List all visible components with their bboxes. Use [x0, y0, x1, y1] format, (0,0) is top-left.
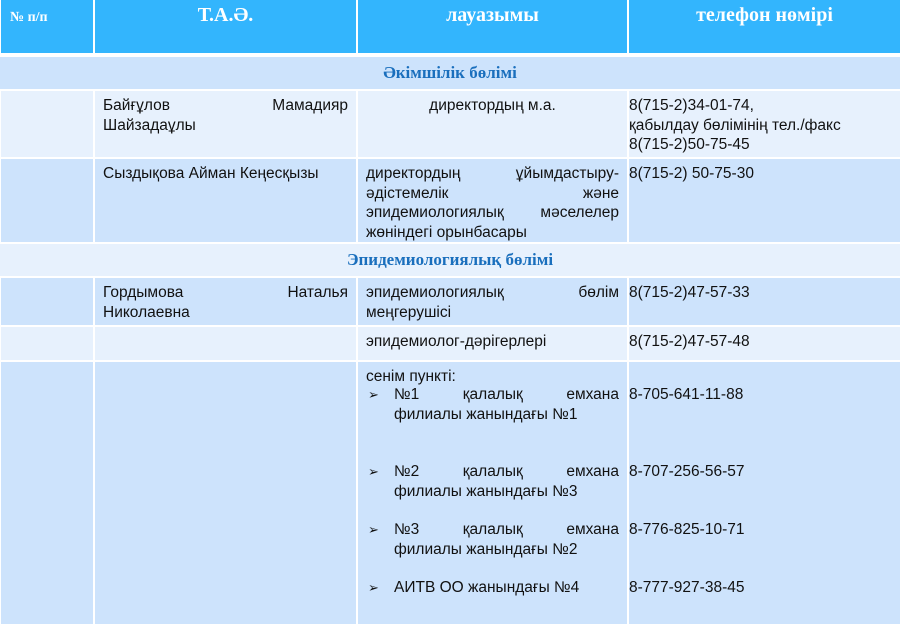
trust-point-line2: филиалы жанындағы №1 [394, 405, 578, 423]
phone-cell: 8(715-2)47-57-48 [629, 327, 900, 360]
position-part: мәселелер [540, 204, 619, 221]
table-header-row [0, 0, 900, 53]
phone-line: 8-776-825-10-71 [629, 521, 745, 538]
table-row [0, 159, 900, 242]
position-part: директордың [366, 165, 461, 182]
position-part: эпидемиологиялық [366, 204, 504, 221]
header-phone: телефон нөмірі [629, 0, 900, 53]
phone-cell [629, 91, 900, 157]
trust-point-word: емхана [566, 386, 619, 403]
section-row-epidemiology [0, 244, 900, 276]
position-cell [358, 159, 627, 242]
phone-cell: 8(715-2) 50-75-30 [629, 159, 900, 242]
trust-point-word: емхана [566, 463, 619, 480]
name-cell: Сыздықова Айман Кеңесқызы [95, 159, 356, 242]
phone-line: қабылдау бөлімінің тел./факс [629, 116, 841, 134]
name-part: Николаевна [103, 303, 190, 321]
arrow-bullet-icon: ➢ [368, 522, 379, 537]
position-cell: директордың м.а. [358, 91, 627, 157]
name-part: Шайзадаұлы [103, 116, 196, 134]
trust-point-item [364, 520, 619, 559]
arrow-bullet-icon: ➢ [368, 580, 379, 595]
trust-point-item [364, 578, 619, 598]
trust-point-word: қалалық [462, 463, 523, 480]
table-row [0, 91, 900, 157]
position-cell [358, 278, 627, 325]
name-cell [95, 362, 356, 624]
position-cell [358, 362, 627, 624]
row-number [1, 278, 93, 325]
trust-point-text: АИТВ ОО жанындағы №4 [394, 579, 580, 596]
phone-line: 8(715-2)34-01-74, [629, 97, 754, 114]
trust-point-item [364, 462, 619, 501]
position-cell: эпидемиолог-дәрігерлері [358, 327, 627, 360]
trust-point-word: №2 [394, 463, 420, 480]
trust-point-word: №1 [394, 386, 420, 403]
row-number [1, 327, 93, 360]
header-position: лауазымы [358, 0, 627, 53]
trust-points-intro: сенім пункті: [366, 368, 456, 385]
section-row-administration [0, 57, 900, 89]
row-number [1, 362, 93, 624]
table-row [0, 362, 900, 624]
trust-point-word: қалалық [462, 521, 523, 538]
header-number: № п/п [1, 0, 93, 53]
phone-cell: 8(715-2)47-57-33 [629, 278, 900, 325]
trust-point-word: қалалық [462, 386, 523, 403]
position-part: бөлім [578, 284, 619, 301]
arrow-bullet-icon: ➢ [368, 464, 379, 479]
position-part: және [582, 184, 619, 202]
name-part: Мамадияр [272, 97, 348, 114]
trust-point-word: емхана [566, 521, 619, 538]
position-part: әдістемелік [366, 184, 449, 202]
phone-line: 8-707-256-56-57 [629, 463, 745, 480]
section-title: Эпидемиологиялық бөлімі [346, 250, 554, 269]
name-cell [95, 91, 356, 157]
position-part: меңгерушісі [366, 303, 452, 321]
trust-point-word: №3 [394, 521, 420, 538]
name-part: Наталья [287, 284, 348, 301]
row-number [1, 159, 93, 242]
row-number [1, 91, 93, 157]
position-part: эпидемиологиялық [366, 284, 504, 301]
name-cell [95, 327, 356, 360]
section-title: Әкімшілік бөлімі [383, 63, 517, 82]
arrow-bullet-icon: ➢ [368, 387, 379, 402]
name-part: Гордымова [103, 284, 184, 301]
trust-point-line2: филиалы жанындағы №3 [394, 482, 578, 500]
name-cell [95, 278, 356, 325]
phone-line: 8-705-641-11-88 [629, 386, 744, 403]
table-row [0, 278, 900, 325]
phone-line: 8(715-2)50-75-45 [629, 136, 750, 153]
name-part: Байғұлов [103, 97, 170, 114]
phone-cell [629, 362, 900, 624]
header-name: Т.А.Ә. [95, 0, 356, 53]
table-row [0, 327, 900, 360]
trust-point-line2: филиалы жанындағы №2 [394, 540, 578, 558]
position-part: ұйымдастыру- [515, 165, 619, 182]
position-part: жөніндегі орынбасары [366, 223, 527, 241]
phone-line: 8-777-927-38-45 [629, 579, 745, 596]
trust-point-item [364, 385, 619, 424]
